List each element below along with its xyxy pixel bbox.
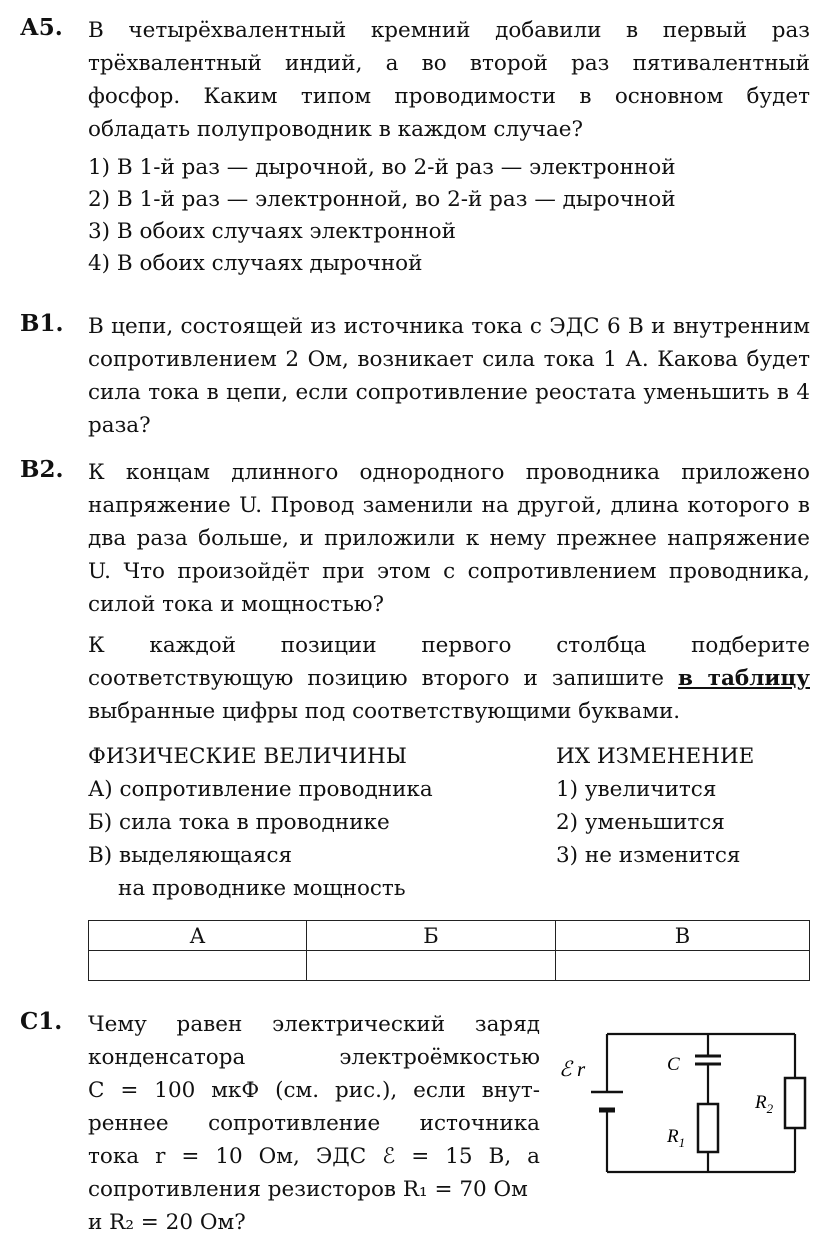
left-column [88,740,433,905]
r2-label-main: R [755,1092,767,1113]
question-number: С1. [20,1008,63,1035]
left-item-b: Б) сила тока в проводнике [88,810,390,835]
question-b1 [20,310,810,442]
question-text [88,310,810,442]
c1-line-5: тока r = 10 Ом, ЭДС ℰ = 15 В, а [88,1144,540,1169]
right-item-3: 3) не изменится [556,843,741,868]
right-column [556,740,754,872]
right-item-1: 1) увеличится [556,777,717,802]
question-b2 [20,456,810,728]
resistor-r2 [785,1078,805,1128]
option-2: 2) В 1-й раз — электронной, во 2-й раз — дырочной [88,187,676,212]
answer-cell-a[interactable] [89,951,307,981]
option-3: 3) В обоих случаях электронной [88,219,456,244]
table-answer-row [89,951,810,981]
option-1: 1) В 1-й раз — дырочной, во 2-й раз — электронной [88,155,676,180]
capacitor-label: C [667,1054,680,1075]
question-text-b2: К концам длинного однородного проводника приложено напряжение U. Провод заменили на другой, длина которого в два раза больше, и приложили к нему прежнее напряжение U. Что произойдёт при этом с сопротивлением проводника, силой тока и мощностью? [88,460,810,617]
circuit-diagram [555,1020,810,1180]
question-text-b1: В цепи, состоящей из источника тока с ЭДС 6 В и внутренним сопротивлением 2 Ом, возникает сила тока 1 А. Какова будет сила тока в цепи, если сопротивление реостата уменьшить в 4 раза? [88,314,810,438]
r2-label [754,1092,774,1116]
question-c1 [20,1008,540,1239]
answer-options [88,152,810,280]
c1-line-3: С = 100 мкФ (см. рис.), если внут- [88,1078,540,1103]
left-item-v: В) выделяющаяся [88,843,293,868]
answer-table [88,920,810,981]
question-a5 [20,14,810,280]
question-number: А5. [20,14,63,41]
c1-line-2: конденсатора электроёмкостью [88,1045,540,1070]
instr-after: выбранные цифры под соответствующими буквами. [88,699,681,724]
table-header-row [89,921,810,951]
right-item-2: 2) уменьшится [556,810,725,835]
left-header: ФИЗИЧЕСКИЕ ВЕЛИЧИНЫ [88,744,407,769]
question-text-a5: В четырёхвалентный кремний добавили в первый раз трёхвалентный индий, а во второй раз пятивалентный фосфор. Каким типом проводимости в основном будет обладать полупроводник в каждом случае? [88,18,810,142]
left-item-a: А) сопротивление проводника [88,777,433,802]
answer-cell-v[interactable] [556,951,810,981]
question-text [88,1008,540,1239]
r1-label-sub: 1 [678,1135,686,1150]
c1-line-6: сопротивления резисторов R₁ = 70 Ом [88,1177,528,1202]
r2-label-sub: 2 [766,1101,774,1116]
table-header-a: А [89,921,307,951]
c1-line-4: реннее сопротивление источника [88,1111,540,1136]
instr-before: К каждой позиции первого столбца подберите соответствующую позицию второго и запишите [88,633,810,691]
question-number: В2. [20,456,64,483]
table-header-b: Б [307,921,556,951]
left-item-v-cont: на проводнике мощность [118,876,406,901]
question-number: В1. [20,310,64,337]
r1-label [666,1126,685,1150]
instructions [88,629,810,728]
option-4: 4) В обоих случаях дырочной [88,251,423,276]
emf-label: ℰ r [559,1057,586,1081]
table-header-v: В [556,921,810,951]
c1-line-7: и R₂ = 20 Ом? [88,1210,246,1235]
answer-cell-b[interactable] [307,951,556,981]
question-text [88,456,810,621]
instr-bold: в таблицу [678,666,810,691]
right-header: ИХ ИЗМЕНЕНИЕ [556,744,755,769]
c1-line-1: Чему равен электрический заряд [88,1012,540,1037]
resistor-r1 [698,1104,718,1152]
question-text [88,14,810,146]
r1-label-main: R [667,1126,679,1147]
